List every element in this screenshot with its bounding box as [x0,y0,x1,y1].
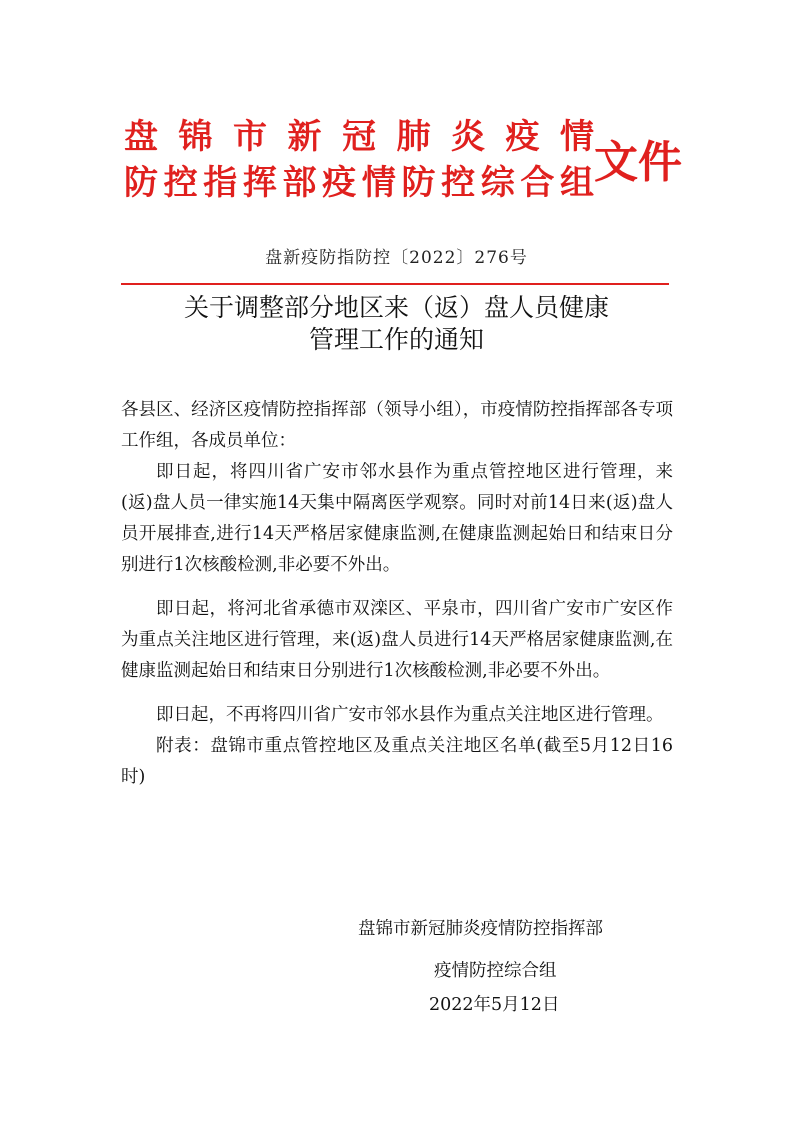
paragraph-key-attention-area: 即日起，将河北省承德市双滦区、平泉市，四川省广安市广安区作为重点关注地区进行管理，来(返)盘人员进行14天严格居家健康监测,在健康监测起始日和结束日分别进行1次核酸检测,非必要不外出。 [121,599,673,681]
issuing-authority-line-2: 防控指挥部疫情防控综合组 [124,163,594,203]
red-divider-line [121,283,669,285]
issuing-authority-title [124,114,594,206]
signature-date: 2022年5月12日 [429,995,560,1015]
notice-title-line-2: 管理工作的通知 [308,325,484,354]
document-number: 盘新疫防指防控〔2022〕276号 [265,248,528,268]
signature-group: 疫情防控综合组 [434,961,557,981]
signature-organization: 盘锦市新冠肺炎疫情防控指挥部 [358,919,603,939]
paragraph-removed-area: 即日起，不再将四川省广安市邻水县作为重点关注地区进行管理。 [156,705,664,725]
notice-title [0,292,793,356]
document-body [121,395,673,793]
document-type-label: 文件 [594,137,682,188]
issuing-authority-line-1: 盘锦市新冠肺炎疫情 [124,117,594,157]
paragraph-key-control-area: 即日起，将四川省广安市邻水县作为重点管控地区进行管理，来(返)盘人员一律实施14天集中隔离医学观察。同时对前14日来(返)盘人员开展排查,进行14天严格居家健康监测,在健康监测起始日和结束日分别进行1次核酸检测,非必要不外出。 [121,462,673,575]
paragraph-attachment: 附表：盘锦市重点管控地区及重点关注地区名单(截至5月12日16时) [121,736,673,787]
salutation: 各县区、经济区疫情防控指挥部（领导小组），市疫情防控指挥部各专项工作组，各成员单位： [121,400,673,451]
notice-title-line-1: 关于调整部分地区来（返）盘人员健康 [183,293,609,322]
